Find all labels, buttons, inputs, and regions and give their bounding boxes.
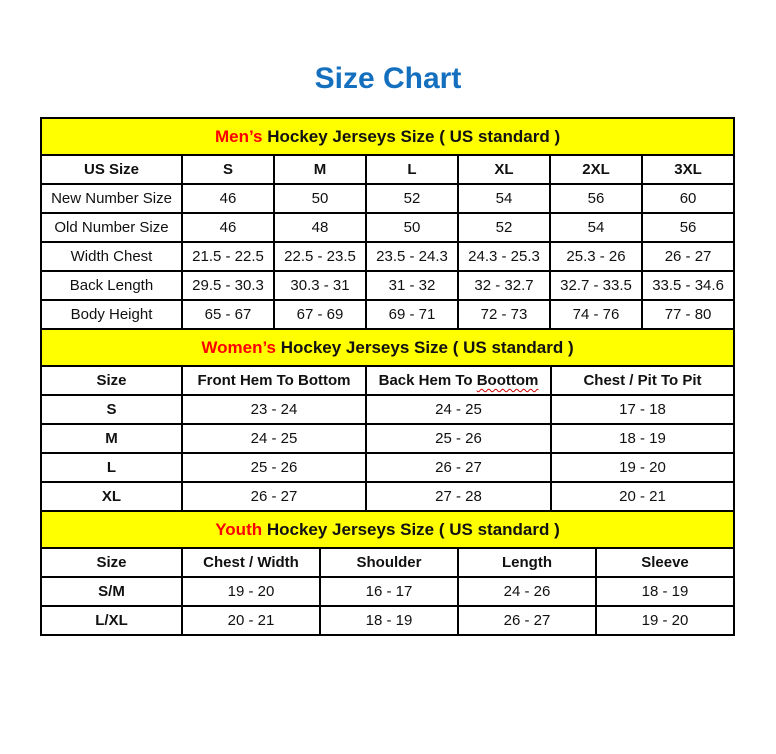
youth-header-text: Hockey Jerseys Size ( US standard ) [262,519,560,539]
cell: 46 [182,213,274,242]
cell: 20 - 21 [182,606,320,635]
row-label: New Number Size [41,184,182,213]
table-row [41,184,734,213]
cell: 19 - 20 [551,453,734,482]
mens-col-xl: XL [458,155,550,184]
table-row [41,300,734,329]
cell: 52 [458,213,550,242]
table-row [41,213,734,242]
cell: 29.5 - 30.3 [182,271,274,300]
mens-column-header-row [41,155,734,184]
womens-col-front-hem: Front Hem To Bottom [182,366,366,395]
cell: 32.7 - 33.5 [550,271,642,300]
cell: 74 - 76 [550,300,642,329]
youth-col-shoulder: Shoulder [320,548,458,577]
cell: 18 - 19 [596,577,734,606]
cell: 23.5 - 24.3 [366,242,458,271]
youth-size-table [40,510,735,636]
cell: 25 - 26 [366,424,551,453]
cell: 50 [366,213,458,242]
size-chart-container [40,117,733,636]
cell: 69 - 71 [366,300,458,329]
cell: 54 [458,184,550,213]
youth-accent-label: Youth [215,519,263,539]
cell: 26 - 27 [642,242,734,271]
size-chart-title: Size Chart [314,62,462,95]
table-row [41,606,734,635]
row-label: XL [41,482,182,511]
cell: 65 - 67 [182,300,274,329]
cell: 54 [550,213,642,242]
row-label: L/XL [41,606,182,635]
cell: 21.5 - 22.5 [182,242,274,271]
youth-col-chest-width: Chest / Width [182,548,320,577]
row-label: Width Chest [41,242,182,271]
cell: 27 - 28 [366,482,551,511]
row-label: S [41,395,182,424]
mens-header-text: Hockey Jerseys Size ( US standard ) [262,126,561,146]
mens-col-us-size: US Size [41,155,182,184]
back-hem-misspelled-word: Boottom [476,372,539,389]
cell: 24.3 - 25.3 [458,242,550,271]
cell: 26 - 27 [366,453,551,482]
table-row [41,271,734,300]
youth-col-sleeve: Sleeve [596,548,734,577]
cell: 77 - 80 [642,300,734,329]
table-row [41,482,734,511]
cell: 24 - 26 [458,577,596,606]
row-label: S/M [41,577,182,606]
cell: 16 - 17 [320,577,458,606]
womens-col-back-hem [366,366,551,395]
womens-section-header-row [41,329,734,366]
mens-col-s: S [182,155,274,184]
mens-col-m: M [274,155,366,184]
cell: 19 - 20 [182,577,320,606]
womens-column-header-row [41,366,734,395]
table-row [41,242,734,271]
table-row [41,424,734,453]
cell: 22.5 - 23.5 [274,242,366,271]
youth-section-header-row [41,511,734,548]
row-label: M [41,424,182,453]
cell: 26 - 27 [458,606,596,635]
cell: 60 [642,184,734,213]
youth-column-header-row [41,548,734,577]
cell: 20 - 21 [551,482,734,511]
cell: 19 - 20 [596,606,734,635]
cell: 56 [550,184,642,213]
row-label: Back Length [41,271,182,300]
cell: 31 - 32 [366,271,458,300]
cell: 25 - 26 [182,453,366,482]
womens-header-text: Hockey Jerseys Size ( US standard ) [276,337,574,357]
table-row [41,577,734,606]
mens-size-table [40,117,735,330]
cell: 46 [182,184,274,213]
mens-accent-label: Men’s [214,126,263,146]
cell: 56 [642,213,734,242]
mens-col-l: L [366,155,458,184]
mens-col-2xl: 2XL [550,155,642,184]
cell: 23 - 24 [182,395,366,424]
youth-col-size: Size [41,548,182,577]
cell: 72 - 73 [458,300,550,329]
womens-accent-label: Women’s [201,337,276,357]
cell: 26 - 27 [182,482,366,511]
womens-col-chest: Chest / Pit To Pit [551,366,734,395]
youth-section-header [41,511,734,548]
row-label: Body Height [41,300,182,329]
cell: 50 [274,184,366,213]
cell: 67 - 69 [274,300,366,329]
mens-section-header-row [41,118,734,155]
cell: 32 - 32.7 [458,271,550,300]
cell: 33.5 - 34.6 [642,271,734,300]
womens-size-table [40,328,735,512]
cell: 24 - 25 [182,424,366,453]
cell: 18 - 19 [551,424,734,453]
table-row [41,395,734,424]
youth-col-length: Length [458,548,596,577]
mens-col-3xl: 3XL [642,155,734,184]
cell: 52 [366,184,458,213]
cell: 24 - 25 [366,395,551,424]
cell: 25.3 - 26 [550,242,642,271]
womens-section-header [41,329,734,366]
womens-col-size: Size [41,366,182,395]
cell: 18 - 19 [320,606,458,635]
cell: 48 [274,213,366,242]
back-hem-prefix: Back Hem To [378,372,477,389]
row-label: Old Number Size [41,213,182,242]
row-label: L [41,453,182,482]
table-row [41,453,734,482]
cell: 30.3 - 31 [274,271,366,300]
mens-section-header [41,118,734,155]
cell: 17 - 18 [551,395,734,424]
